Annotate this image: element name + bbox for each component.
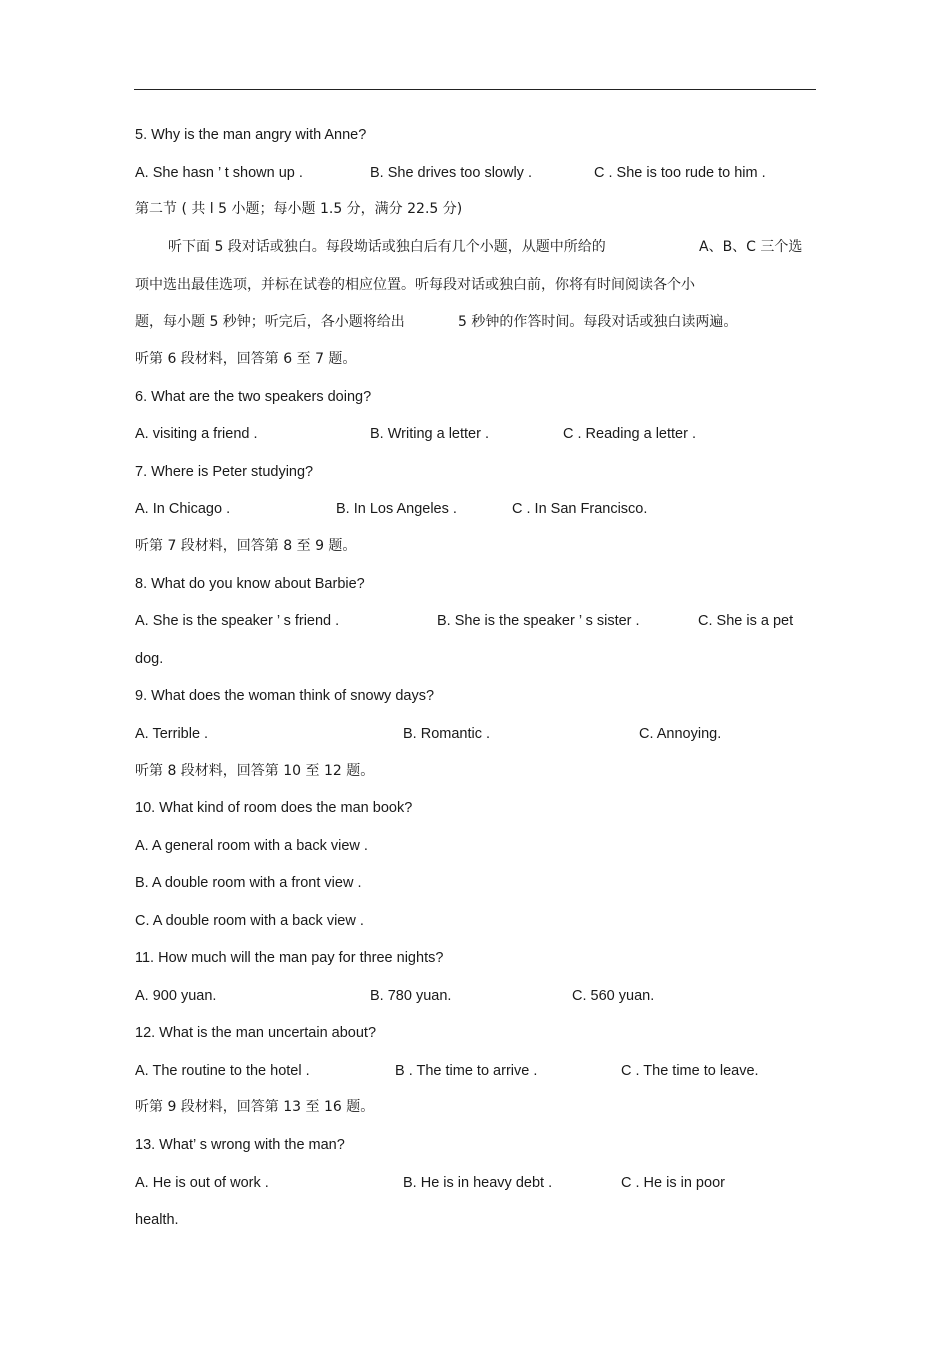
- section-2-instructions-line-1: 听下面 5 段对话或独白。每段坳话或独白后有几个小题，从题中所给的 A、B、C 三个选: [168, 239, 803, 255]
- question-12-options: [135, 1059, 825, 1083]
- question-9-options: [135, 722, 825, 746]
- option-a: A. Terrible .: [135, 726, 209, 742]
- section-2-heading: 第二节 ( 共 l 5 小题；每小题 1.5 分，满分 22.5 分): [135, 201, 463, 217]
- option-c: C . In San Francisco.: [512, 501, 648, 517]
- question-7-options: [135, 497, 825, 521]
- option-a: A. The routine to the hotel .: [135, 1063, 310, 1079]
- question-10-option-b: B. A double room with a front view .: [135, 875, 362, 891]
- question-7: 7. Where is Peter studying?: [135, 464, 314, 480]
- question-6-options: [135, 422, 825, 446]
- option-b: B. She is the speaker ’ s sister .: [437, 613, 640, 629]
- option-b: B. 780 yuan.: [370, 988, 452, 1004]
- question-5-options: [135, 161, 825, 185]
- option-a: A. visiting a friend .: [135, 426, 258, 442]
- option-c: C . He is in poor: [621, 1175, 725, 1191]
- option-b: B. She drives too slowly .: [370, 165, 532, 181]
- option-b: B. In Los Angeles .: [336, 501, 457, 517]
- question-6: 6. What are the two speakers doing?: [135, 389, 372, 405]
- question-8-continuation: dog.: [135, 651, 164, 667]
- passage-9-heading: 听第 9 段材料，回答第 13 至 16 题。: [135, 1099, 375, 1115]
- question-10: 10. What kind of room does the man book?: [135, 800, 413, 816]
- option-c: C . Reading a letter .: [563, 426, 696, 442]
- question-10-option-a: A. A general room with a back view .: [135, 838, 368, 854]
- passage-7-heading: 听第 7 段材料，回答第 8 至 9 题。: [135, 538, 357, 554]
- option-a: A. She hasn ’ t shown up .: [135, 165, 303, 181]
- section-2-instructions-line-3: 题，每小题 5 秒钟；听完后，各小题将给出 5 秒钟的作答时间。每段对话或独白读两遍。: [135, 314, 738, 330]
- option-b: B. Writing a letter .: [370, 426, 489, 442]
- question-13-continuation: health.: [135, 1212, 179, 1228]
- option-b: B. Romantic .: [403, 726, 491, 742]
- option-c: C. She is a pet: [698, 613, 794, 629]
- option-c: C . She is too rude to him .: [594, 165, 766, 181]
- option-c: C. 560 yuan.: [572, 988, 655, 1004]
- question-8-options: [135, 609, 825, 633]
- section-2-instructions-line-2: 项中选出最佳选项，并标在试卷的相应位置。听每段对话或独白前，你将有时间阅读各个小: [135, 277, 695, 293]
- question-12: 12. What is the man uncertain about?: [135, 1025, 377, 1041]
- question-9: 9. What does the woman think of snowy days?: [135, 688, 435, 704]
- option-c: C. Annoying.: [639, 726, 722, 742]
- option-a: A. In Chicago .: [135, 501, 231, 517]
- option-a: A. 900 yuan.: [135, 988, 217, 1004]
- question-8: 8. What do you know about Barbie?: [135, 576, 365, 592]
- question-11: 11. How much will the man pay for three nights?: [135, 950, 444, 966]
- header-rule: [134, 89, 816, 90]
- question-5: 5. Why is the man angry with Anne?: [135, 127, 367, 143]
- passage-8-heading: 听第 8 段材料，回答第 10 至 12 题。: [135, 763, 375, 779]
- question-13: 13. What’ s wrong with the man?: [135, 1137, 345, 1153]
- option-a: A. He is out of work .: [135, 1175, 269, 1191]
- question-10-option-c: C. A double room with a back view .: [135, 913, 364, 929]
- passage-6-heading: 听第 6 段材料，回答第 6 至 7 题。: [135, 351, 357, 367]
- option-c: C . The time to leave.: [621, 1063, 759, 1079]
- question-13-options: [135, 1171, 825, 1195]
- option-b: B. He is in heavy debt .: [403, 1175, 553, 1191]
- option-a: A. She is the speaker ’ s friend .: [135, 613, 340, 629]
- option-b: B . The time to arrive .: [395, 1063, 538, 1079]
- question-11-options: [135, 984, 825, 1008]
